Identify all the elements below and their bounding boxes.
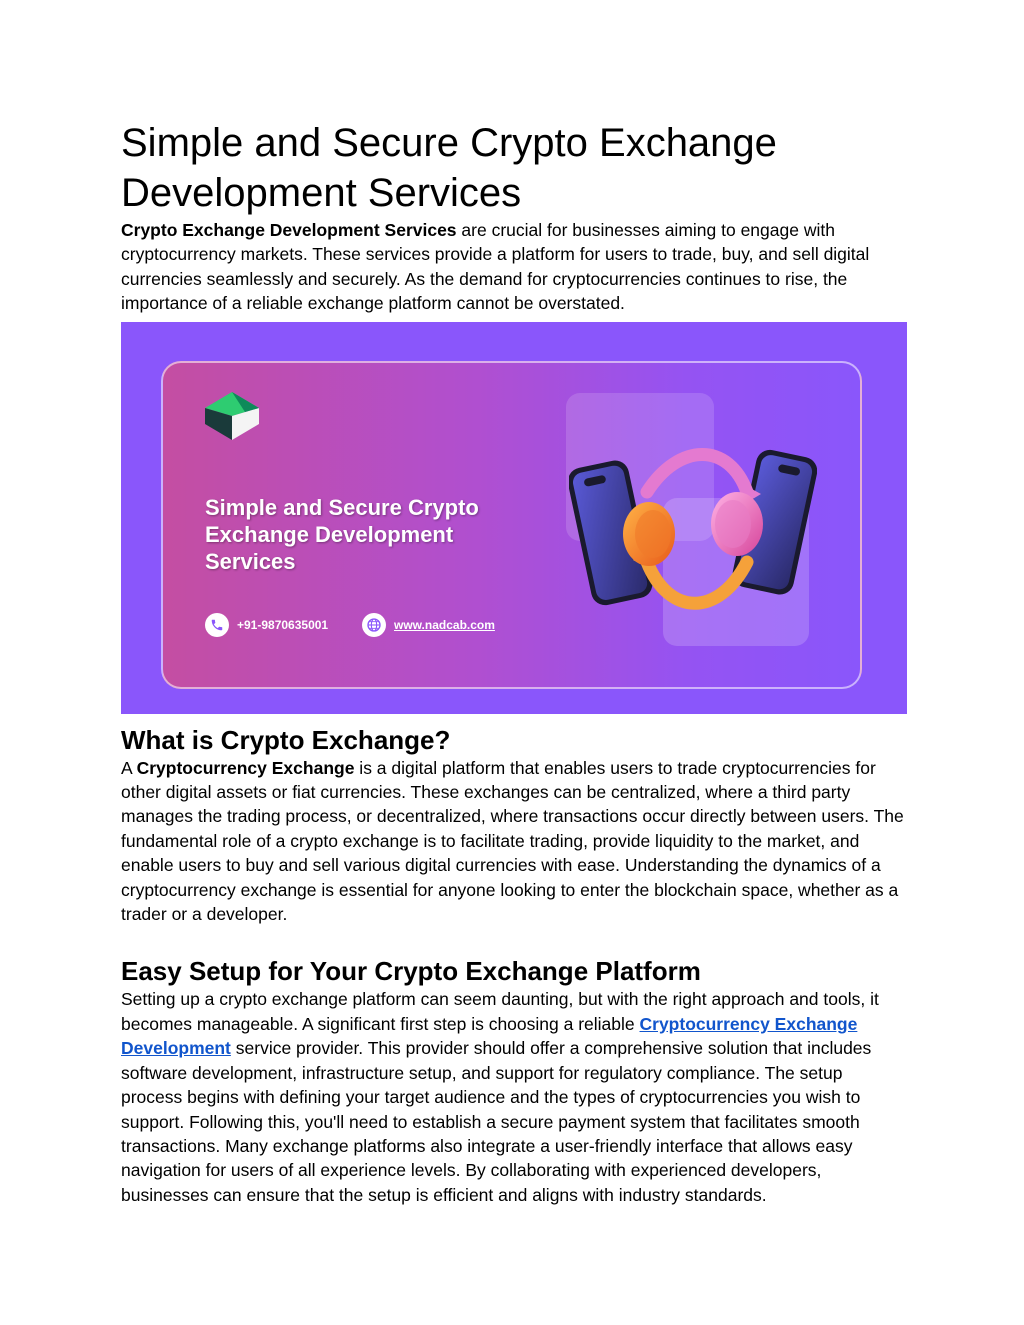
document-content [121, 118, 907, 1207]
section-easy-setup-paragraph [121, 987, 907, 1207]
intro-bold-term: Crypto Exchange Development Services [121, 220, 457, 240]
section1-text: is a digital platform that enables users to trade cryptocurrencies for other digital assets or fiat currencies. These exchanges can be centralized, where a third party manages the trading process, or decentralized, where transactions occur directly between users. The fundamental role of a crypto exchange is to facilitate trading, provide liquidity to the market, and enable users to buy and sell various digital currencies with ease. Understanding the dynamics of a cryptocurrency exchange is essential for anyone looking to enter the blockchain space, whether as a trader or a developer. [121, 757, 904, 925]
section1-bold-term: Cryptocurrency Exchange [136, 757, 355, 778]
intro-paragraph [121, 218, 907, 316]
banner-title: Simple and Secure Crypto Exchange Development Services [205, 494, 479, 574]
phone-icon [205, 613, 229, 637]
section1-pre-text: A [121, 757, 137, 778]
section-heading-easy-setup: Easy Setup for Your Crypto Exchange Platform [121, 956, 701, 987]
section-heading-what-is: What is Crypto Exchange? [121, 724, 451, 755]
banner-phone [205, 612, 328, 638]
intro-text: are crucial for businesses aiming to engage with cryptocurrency markets. These services provide a platform for users to trade, buy, and sell digital currencies seamlessly and securely. As the demand for cryptocurrencies continues to rise, the importance of a reliable exchange platform cannot be overstated. [121, 220, 870, 314]
hero-banner-image [121, 322, 907, 714]
banner-website [362, 612, 495, 638]
globe-icon [362, 613, 386, 637]
crypto-exchange-illustration [569, 442, 817, 622]
section2-text: service provider. This provider should offer a comprehensive solution that includes software development, infrastructure setup, and support for regulatory compliance. The setup process begins with defining your target audience and the types of cryptocurrencies you wish to support. Following this, you'll need to establish a secure payment system that facilitates smooth transactions. Many exchange platforms also integrate a user-friendly interface that allows easy navigation for users of all experience levels. By collaborating with experienced developers, businesses can ensure that the setup is efficient and aligns with industry standards. [121, 1038, 872, 1205]
section-what-is-paragraph [121, 756, 907, 927]
banner-phone-number: +91-9870635001 [237, 617, 329, 632]
section2-pre-text: Setting up a crypto exchange platform can seem daunting, but with the right approach and tools, it becomes manageable. A significant first step is choosing a reliable [121, 989, 879, 1034]
banner-website-link[interactable]: www.nadcab.com [394, 617, 495, 632]
exchange-arrows-icon [647, 454, 747, 492]
cube-logo-icon [205, 392, 259, 440]
page-title: Simple and Secure Crypto Exchange Development Services [121, 121, 777, 215]
cryptocurrency-exchange-development-link[interactable]: Cryptocurrency Exchange Development [121, 1013, 858, 1059]
